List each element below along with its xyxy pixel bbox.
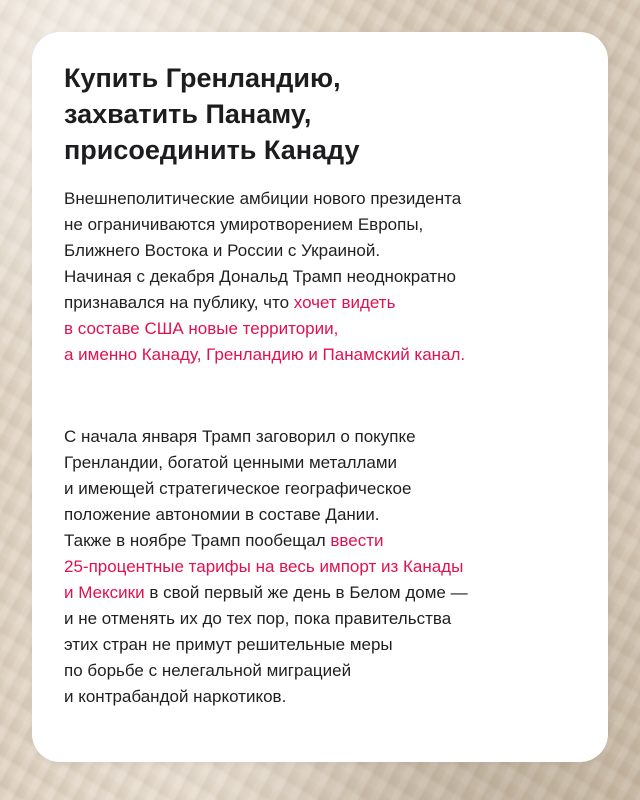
text-line: и имеющей стратегическое географическое <box>64 479 412 498</box>
text-line: Начиная с декабря Дональд Трамп неоднократно <box>64 267 456 286</box>
title-line: присоединить Канаду <box>64 135 360 165</box>
text-line: этих стран не примут решительные меры <box>64 635 393 654</box>
text-line: Внешнеполитические амбиции нового президента <box>64 189 462 208</box>
text-line <box>64 293 395 312</box>
highlighted-text: 25-процентные тарифы на весь импорт из Канады <box>64 557 464 576</box>
text-line: не ограничиваются умиротворением Европы, <box>64 215 424 234</box>
article-card <box>32 32 608 762</box>
text-fragment: признавался на публику, что <box>64 293 294 312</box>
text-line: Гренландии, богатой ценными металлами <box>64 453 398 472</box>
highlighted-text: а именно Канаду, Гренландию и Панамский канал. <box>64 345 466 364</box>
title-line: захватить Панаму, <box>64 99 312 129</box>
paragraph-2 <box>64 424 594 710</box>
text-line: С начала января Трамп заговорил о покупке <box>64 427 416 446</box>
text-line: положение автономии в составе Дании. <box>64 505 380 524</box>
highlighted-text: хочет видеть <box>293 293 396 312</box>
title-line: Купить Гренландию, <box>64 63 341 93</box>
text-line <box>64 583 468 602</box>
highlighted-text: и Мексики <box>64 583 145 602</box>
text-fragment: Также в ноябре Трамп пообещал <box>64 531 331 550</box>
text-line <box>64 531 384 550</box>
highlighted-text: ввести <box>330 531 384 550</box>
text-line: и контрабандой наркотиков. <box>64 687 287 706</box>
highlighted-text: в составе США новые территории, <box>64 319 339 338</box>
text-line: Ближнего Востока и России с Украиной. <box>64 241 381 260</box>
text-line: и не отменять их до тех пор, пока правительства <box>64 609 452 628</box>
article-title <box>64 60 584 168</box>
text-line: по борьбе с нелегальной миграцией <box>64 661 352 680</box>
paragraph-1 <box>64 186 594 368</box>
text-fragment: в свой первый же день в Белом доме — <box>144 583 468 602</box>
